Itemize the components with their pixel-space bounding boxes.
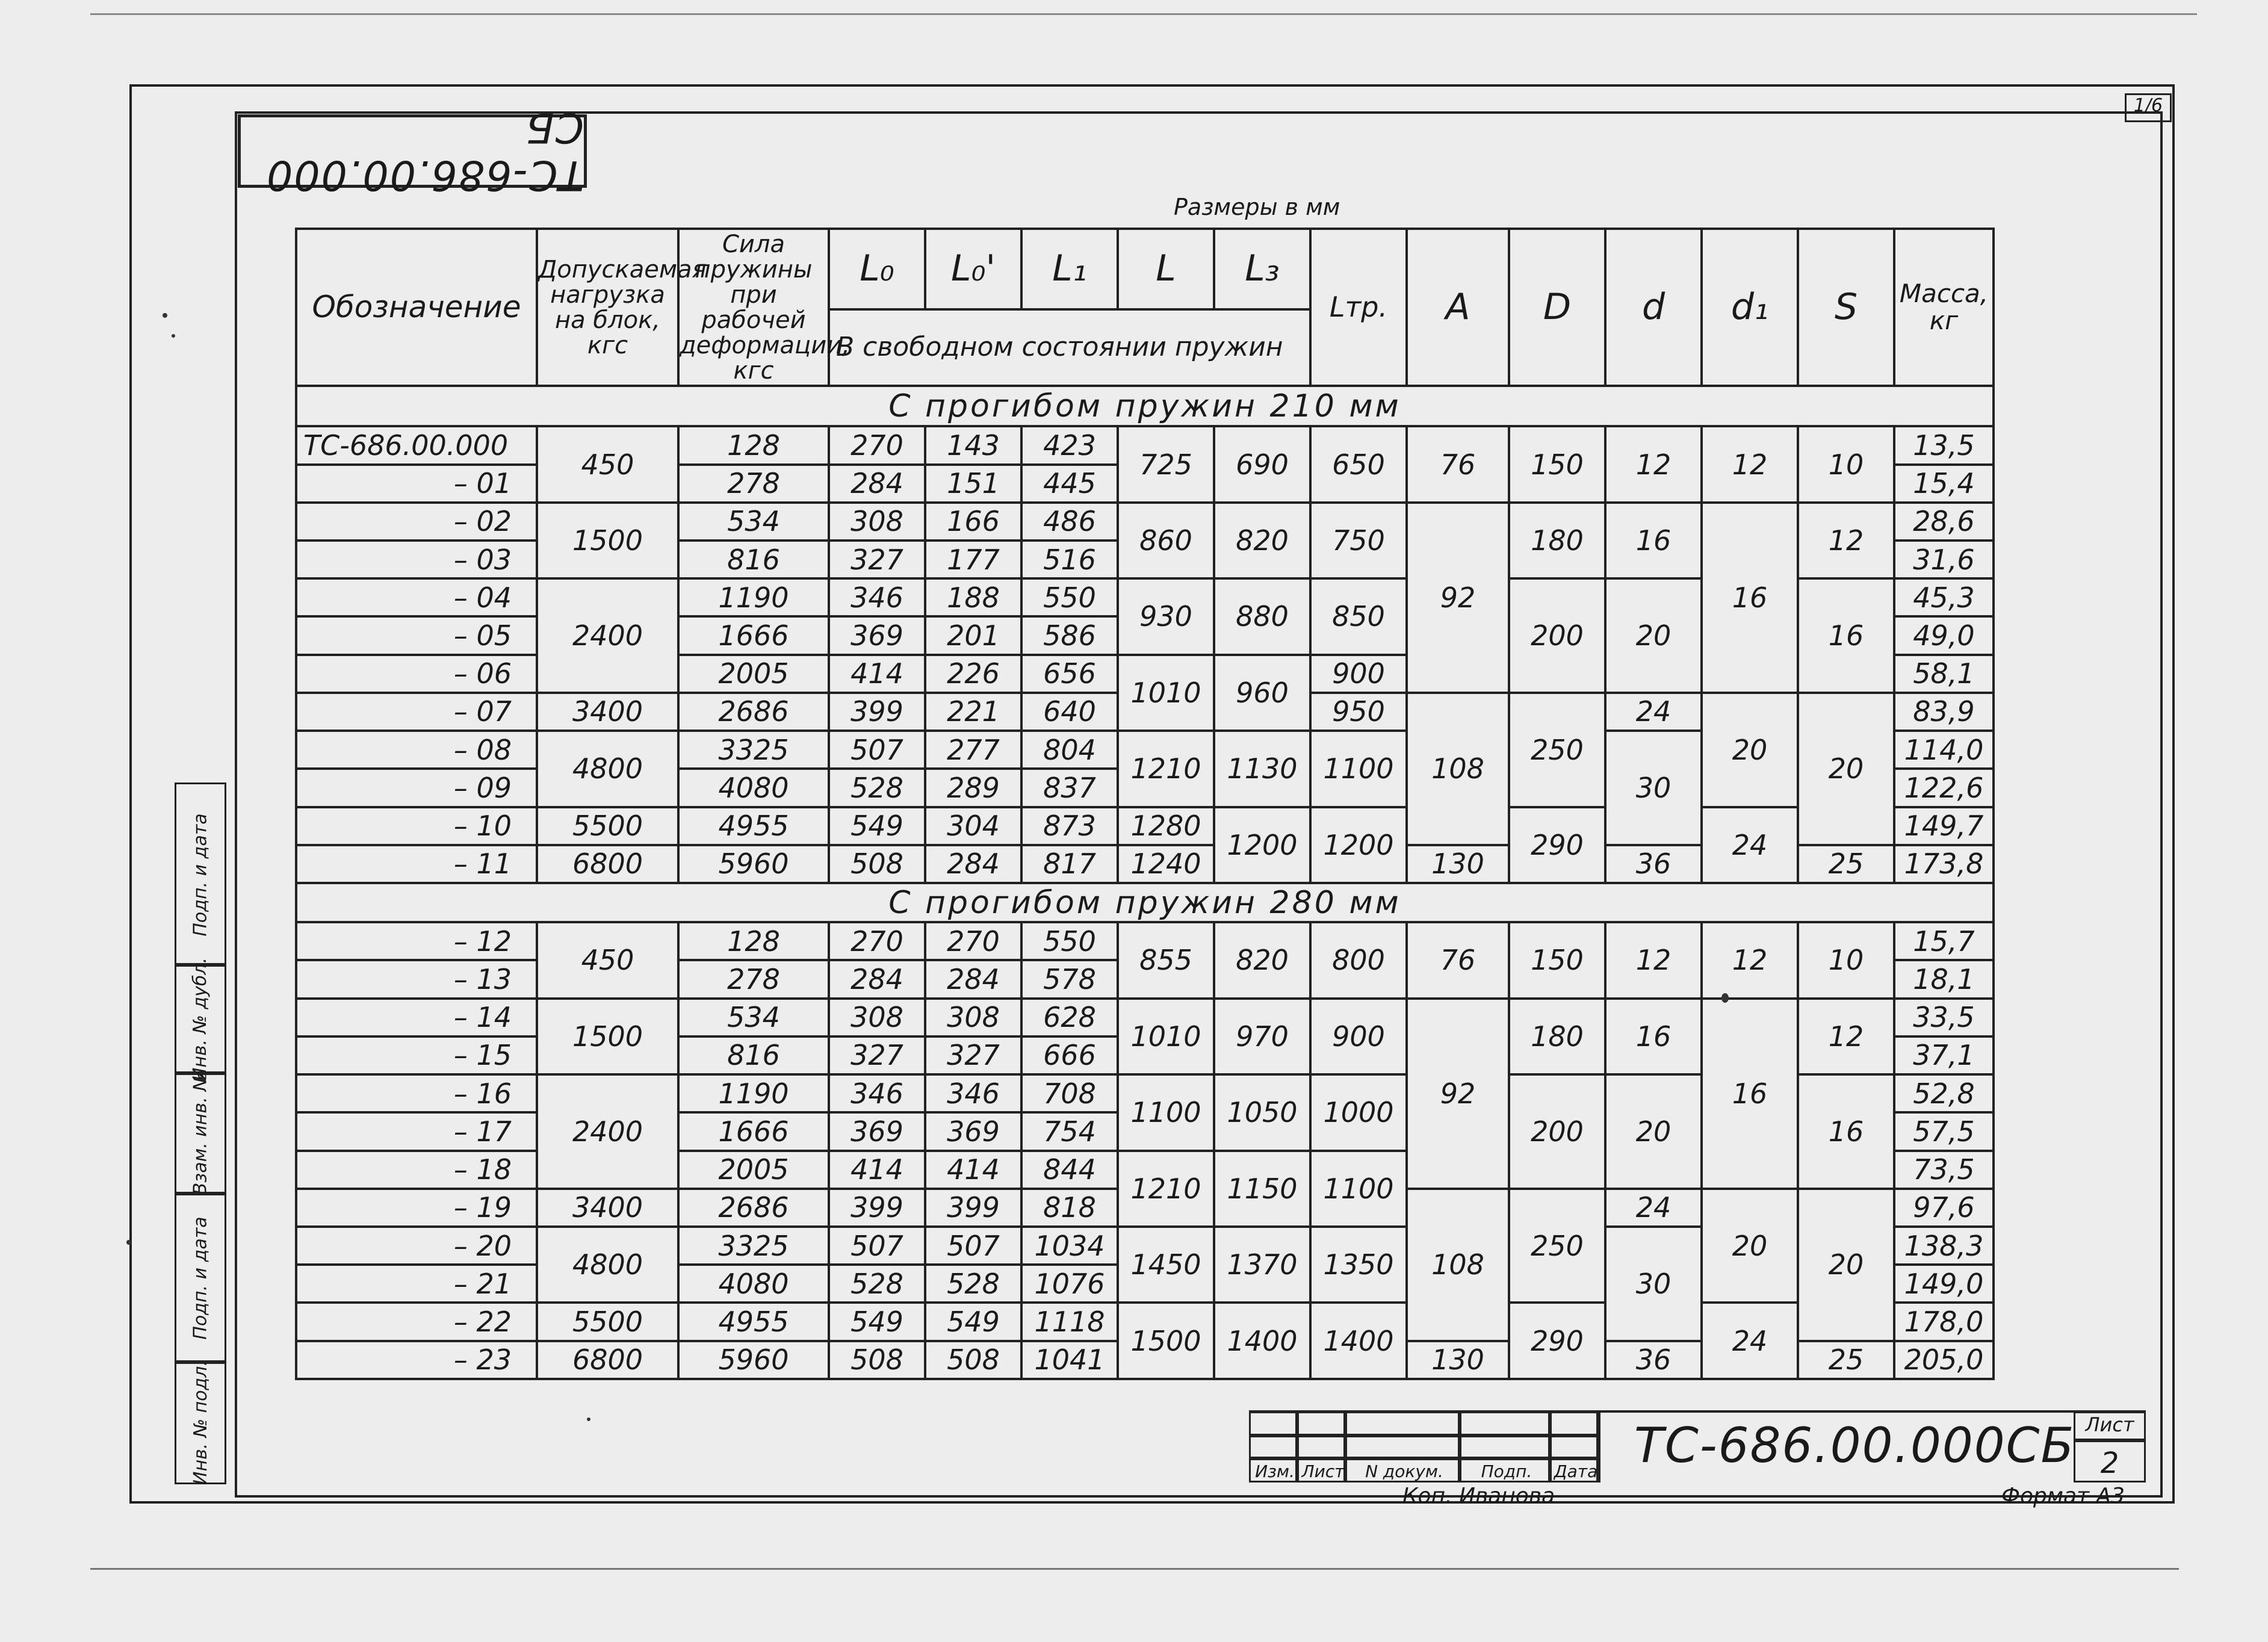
cell-mass: 114,0 [1894, 731, 1994, 769]
cell-S: 25 [1798, 845, 1894, 883]
cell-L0p: 201 [925, 616, 1021, 654]
header-L0: L₀ [829, 229, 925, 309]
cell-mass: 15,7 [1894, 922, 1994, 960]
cell-force: 278 [678, 960, 829, 998]
scan-speck [172, 334, 175, 338]
cell-L0p: 369 [925, 1112, 1021, 1150]
cell-L3: 880 [1214, 578, 1310, 654]
cell-mass: 15,4 [1894, 465, 1994, 503]
cell-Ltr: 800 [1310, 922, 1407, 998]
cell-load: 450 [537, 922, 678, 998]
cell-mass: 31,6 [1894, 541, 1994, 578]
cell-L1: 586 [1021, 616, 1118, 654]
title-block-code: ТС-686.00.000СБ [1634, 1417, 2075, 1473]
cell-mass: 18,1 [1894, 960, 1994, 998]
cell-L3: 1200 [1214, 807, 1310, 883]
title-block-sheet-label: Лист [2074, 1411, 2146, 1440]
cell-load: 6800 [537, 1341, 678, 1379]
cell-des: – 07 [296, 693, 537, 731]
cell-L3: 970 [1214, 999, 1310, 1074]
cell-L0p: 508 [925, 1341, 1021, 1379]
cell-A: 76 [1407, 922, 1509, 998]
header-force: Сила пружины при рабочей деформации, кгс [678, 229, 829, 386]
cell-D: 200 [1509, 1074, 1605, 1189]
cell-D: 290 [1509, 807, 1605, 883]
cell-L3: 1150 [1214, 1151, 1310, 1227]
cell-force: 5960 [678, 845, 829, 883]
cell-L1: 445 [1021, 465, 1118, 503]
cell-L1: 666 [1021, 1036, 1118, 1074]
cell-D: 150 [1509, 922, 1605, 998]
cell-mass: 45,3 [1894, 578, 1994, 616]
cell-L3: 1400 [1214, 1303, 1310, 1379]
cell-force: 3325 [678, 731, 829, 769]
cell-des: – 11 [296, 845, 537, 883]
cell-L: 1210 [1118, 731, 1214, 807]
cell-Ltr: 1400 [1310, 1303, 1407, 1379]
header-Ltr: Lтр. [1310, 229, 1407, 386]
cell-L0: 399 [829, 1189, 925, 1227]
title-block-sheet-number: 2 [2074, 1440, 2146, 1482]
cell-d: 20 [1605, 578, 1702, 693]
cell-force: 128 [678, 922, 829, 960]
cell-mass: 149,0 [1894, 1265, 1994, 1303]
cell-des: – 13 [296, 960, 537, 998]
cell-force: 1190 [678, 578, 829, 616]
cell-L0: 284 [829, 960, 925, 998]
cell-load: 3400 [537, 693, 678, 731]
cell-Ltr: 950 [1310, 693, 1407, 731]
cell-L1: 844 [1021, 1151, 1118, 1189]
cell-mass: 178,0 [1894, 1303, 1994, 1340]
cell-mass: 28,6 [1894, 503, 1994, 541]
cell-L3: 690 [1214, 426, 1310, 502]
cell-mass: 205,0 [1894, 1341, 1994, 1379]
cell-mass: 97,6 [1894, 1189, 1994, 1227]
cell-L: 1010 [1118, 655, 1214, 731]
cell-d: 12 [1605, 922, 1702, 998]
header-L3: L₃ [1214, 229, 1310, 309]
cell-d: 30 [1605, 1227, 1702, 1341]
cell-L0p: 507 [925, 1227, 1021, 1265]
cell-load: 6800 [537, 845, 678, 883]
top-sheet-mark: 1/6 [2125, 93, 2172, 122]
cell-d1: 16 [1702, 999, 1798, 1189]
cell-L0p: 151 [925, 465, 1021, 503]
cell-L0p: 528 [925, 1265, 1021, 1303]
cell-L: 725 [1118, 426, 1214, 502]
cell-L0p: 327 [925, 1036, 1021, 1074]
dimensions-caption: Размеры в мм [1174, 194, 1340, 220]
cell-L: 930 [1118, 578, 1214, 654]
cell-D: 200 [1509, 578, 1605, 693]
cell-L1: 550 [1021, 922, 1118, 960]
cell-load: 5500 [537, 1303, 678, 1340]
header-d: d [1605, 229, 1702, 386]
cell-des: – 20 [296, 1227, 537, 1265]
cell-L0p: 284 [925, 845, 1021, 883]
cell-des: – 17 [296, 1112, 537, 1150]
header-L: L [1118, 229, 1214, 309]
cell-L3: 1050 [1214, 1074, 1310, 1150]
cell-L0p: 308 [925, 999, 1021, 1036]
cell-force: 1666 [678, 616, 829, 654]
cell-load: 5500 [537, 807, 678, 845]
cell-load: 4800 [537, 731, 678, 807]
header-designation: Обозначение [296, 229, 537, 386]
cell-des: – 16 [296, 1074, 537, 1112]
cell-L0: 327 [829, 1036, 925, 1074]
table-row [296, 999, 1994, 1036]
header-A: A [1407, 229, 1509, 386]
header-row [296, 229, 1994, 309]
title-block [1249, 1411, 2146, 1482]
cell-L: 1500 [1118, 1303, 1214, 1379]
cell-force: 816 [678, 541, 829, 578]
scan-speck [163, 313, 167, 318]
cell-L3: 960 [1214, 655, 1310, 731]
cell-force: 2005 [678, 1151, 829, 1189]
cell-L1: 837 [1021, 769, 1118, 807]
cell-L1: 656 [1021, 655, 1118, 693]
cell-Ltr: 750 [1310, 503, 1407, 578]
cell-S: 12 [1798, 503, 1894, 578]
cell-L: 860 [1118, 503, 1214, 578]
cell-L0: 508 [829, 1341, 925, 1379]
cell-L0p: 304 [925, 807, 1021, 845]
cell-L0: 308 [829, 503, 925, 541]
cell-L0p: 549 [925, 1303, 1021, 1340]
cell-des: – 01 [296, 465, 537, 503]
cell-L1: 818 [1021, 1189, 1118, 1227]
cell-L0p: 226 [925, 655, 1021, 693]
cell-force: 1666 [678, 1112, 829, 1150]
cell-L1: 423 [1021, 426, 1118, 464]
cell-L0p: 270 [925, 922, 1021, 960]
cell-L1: 1118 [1021, 1303, 1118, 1340]
cell-force: 278 [678, 465, 829, 503]
cell-load: 1500 [537, 999, 678, 1074]
cell-S: 16 [1798, 578, 1894, 693]
cell-A: 130 [1407, 1341, 1509, 1379]
cell-d1: 12 [1702, 922, 1798, 998]
cell-d: 12 [1605, 426, 1702, 502]
cell-load: 4800 [537, 1227, 678, 1303]
tb-label-sheet: Лист [1301, 1461, 1345, 1481]
spec-table [295, 228, 1995, 1380]
cell-mass: 58,1 [1894, 655, 1994, 693]
revision-grid [1249, 1411, 1598, 1482]
cell-mass: 13,5 [1894, 426, 1994, 464]
cell-force: 4955 [678, 1303, 829, 1340]
cell-L1: 550 [1021, 578, 1118, 616]
cell-mass: 52,8 [1894, 1074, 1994, 1112]
cell-L: 1210 [1118, 1151, 1214, 1227]
copied-by: Коп. Иванова [1402, 1484, 1555, 1508]
cell-L1: 640 [1021, 693, 1118, 731]
cell-des: – 05 [296, 616, 537, 654]
cell-Ltr: 850 [1310, 578, 1407, 654]
cell-A: 108 [1407, 1189, 1509, 1341]
cell-L3: 820 [1214, 922, 1310, 998]
side-stamp-orig-inv: Инв. № подл. [175, 1360, 226, 1484]
cell-mass: 138,3 [1894, 1227, 1994, 1265]
cell-L0: 528 [829, 769, 925, 807]
cell-des: – 08 [296, 731, 537, 769]
cell-A: 92 [1407, 503, 1509, 693]
side-stamp-sign-date-1: Подп. и дата [175, 782, 226, 967]
cell-D: 150 [1509, 426, 1605, 502]
cell-force: 2686 [678, 693, 829, 731]
cell-des: – 14 [296, 999, 537, 1036]
cell-force: 4955 [678, 807, 829, 845]
cell-L0: 346 [829, 578, 925, 616]
header-S: S [1798, 229, 1894, 386]
cell-L0p: 166 [925, 503, 1021, 541]
cell-Ltr: 1350 [1310, 1227, 1407, 1303]
cell-Ltr: 1200 [1310, 807, 1407, 883]
cell-L0p: 346 [925, 1074, 1021, 1112]
cell-L0p: 143 [925, 426, 1021, 464]
cell-des: – 10 [296, 807, 537, 845]
cell-d: 16 [1605, 503, 1702, 578]
cell-L0p: 188 [925, 578, 1021, 616]
cell-L: 1240 [1118, 845, 1214, 883]
cell-L0p: 284 [925, 960, 1021, 998]
cell-A: 92 [1407, 999, 1509, 1189]
cell-L0: 507 [829, 731, 925, 769]
cell-mass: 33,5 [1894, 999, 1994, 1036]
scan-speck [587, 1417, 590, 1421]
cell-L0: 507 [829, 1227, 925, 1265]
cell-L: 1100 [1118, 1074, 1214, 1150]
cell-A: 130 [1407, 845, 1509, 883]
scan-speck [126, 1240, 131, 1245]
cell-mass: 57,5 [1894, 1112, 1994, 1150]
cell-d1: 16 [1702, 503, 1798, 693]
cell-L3: 1130 [1214, 731, 1310, 807]
cell-d1: 20 [1702, 693, 1798, 807]
side-stamp-replace-inv: Взам. инв. № [175, 1071, 226, 1195]
cell-load: 2400 [537, 578, 678, 693]
cell-L0p: 289 [925, 769, 1021, 807]
cell-L0: 270 [829, 426, 925, 464]
cell-force: 2686 [678, 1189, 829, 1227]
cell-Ltr: 650 [1310, 426, 1407, 502]
bottom-page-edge [90, 1568, 2179, 1570]
cell-L0: 399 [829, 693, 925, 731]
cell-mass: 83,9 [1894, 693, 1994, 731]
cell-D: 250 [1509, 693, 1605, 807]
cell-L0: 284 [829, 465, 925, 503]
cell-L1: 516 [1021, 541, 1118, 578]
table-row [296, 922, 1994, 960]
cell-des: – 19 [296, 1189, 537, 1227]
cell-d: 16 [1605, 999, 1702, 1074]
cell-L0: 414 [829, 655, 925, 693]
cell-d: 24 [1605, 693, 1702, 731]
cell-L0: 528 [829, 1265, 925, 1303]
cell-L: 1280 [1118, 807, 1214, 845]
cell-S: 16 [1798, 1074, 1894, 1189]
cell-des: – 21 [296, 1265, 537, 1303]
tb-label-change: Изм. [1255, 1461, 1295, 1481]
cell-force: 816 [678, 1036, 829, 1074]
cell-L0p: 277 [925, 731, 1021, 769]
cell-L0p: 399 [925, 1189, 1021, 1227]
cell-L0: 369 [829, 1112, 925, 1150]
cell-force: 128 [678, 426, 829, 464]
header-load: Допускаемая нагрузка на блок, кгс [537, 229, 678, 386]
cell-L3: 820 [1214, 503, 1310, 578]
tb-label-doc-no: N докум. [1365, 1461, 1443, 1481]
cell-L1: 578 [1021, 960, 1118, 998]
cell-d1: 24 [1702, 807, 1798, 883]
section-210: С прогибом пружин 210 мм [296, 386, 1994, 426]
cell-L1: 1034 [1021, 1227, 1118, 1265]
cell-Ltr: 900 [1310, 655, 1407, 693]
cell-des: – 12 [296, 922, 537, 960]
cell-load: 1500 [537, 503, 678, 578]
cell-des: – 23 [296, 1341, 537, 1379]
cell-des: – 06 [296, 655, 537, 693]
tb-label-date: Дата [1554, 1461, 1598, 1481]
cell-force: 3325 [678, 1227, 829, 1265]
cell-d: 30 [1605, 731, 1702, 845]
table-row [296, 503, 1994, 541]
cell-L1: 754 [1021, 1112, 1118, 1150]
cell-L0: 414 [829, 1151, 925, 1189]
table-row [296, 807, 1994, 845]
side-stamp-sign-date-2: Подп. и дата [175, 1192, 226, 1364]
cell-force: 1190 [678, 1074, 829, 1112]
cell-A: 76 [1407, 426, 1509, 502]
cell-d1: 20 [1702, 1189, 1798, 1303]
cell-mass: 122,6 [1894, 769, 1994, 807]
cell-L1: 1041 [1021, 1341, 1118, 1379]
cell-A: 108 [1407, 693, 1509, 845]
cell-S: 12 [1798, 999, 1894, 1074]
cell-L0: 508 [829, 845, 925, 883]
cell-force: 2005 [678, 655, 829, 693]
cell-D: 290 [1509, 1303, 1605, 1379]
cell-force: 534 [678, 999, 829, 1036]
cell-S: 20 [1798, 693, 1894, 845]
cell-mass: 173,8 [1894, 845, 1994, 883]
cell-mass: 149,7 [1894, 807, 1994, 845]
cell-L0: 369 [829, 616, 925, 654]
cell-d: 36 [1605, 845, 1702, 883]
cell-L1: 817 [1021, 845, 1118, 883]
cell-load: 3400 [537, 1189, 678, 1227]
cell-L0: 346 [829, 1074, 925, 1112]
table-row [296, 426, 1994, 464]
cell-L1: 628 [1021, 999, 1118, 1036]
cell-des: – 02 [296, 503, 537, 541]
header-free-state: В свободном состоянии пружин [829, 309, 1310, 386]
inverted-doc-code-stamp: ТС-686.00.000 СБ [238, 114, 587, 188]
cell-d: 24 [1605, 1189, 1702, 1227]
side-stamp-dup-inv: Инв. № дубл. [175, 963, 226, 1075]
format-label: Формат А3 [2001, 1484, 2125, 1508]
header-L1: L₁ [1021, 229, 1118, 309]
cell-L0: 327 [829, 541, 925, 578]
cell-load: 2400 [537, 1074, 678, 1189]
cell-L1: 1076 [1021, 1265, 1118, 1303]
cell-S: 10 [1798, 426, 1894, 502]
tb-label-signature: Подп. [1481, 1461, 1532, 1481]
table-row [296, 1303, 1994, 1340]
cell-L0p: 414 [925, 1151, 1021, 1189]
cell-L3: 1370 [1214, 1227, 1310, 1303]
cell-L1: 873 [1021, 807, 1118, 845]
cell-L: 855 [1118, 922, 1214, 998]
cell-d: 20 [1605, 1074, 1702, 1189]
cell-L: 1450 [1118, 1227, 1214, 1303]
header-mass: Масса, кг [1894, 229, 1994, 386]
cell-S: 20 [1798, 1189, 1894, 1341]
cell-S: 25 [1798, 1341, 1894, 1379]
cell-des: – 15 [296, 1036, 537, 1074]
cell-Ltr: 1100 [1310, 731, 1407, 807]
cell-des: – 22 [296, 1303, 537, 1340]
cell-d1: 24 [1702, 1303, 1798, 1379]
cell-des: – 03 [296, 541, 537, 578]
cell-des: – 09 [296, 769, 537, 807]
cell-L1: 486 [1021, 503, 1118, 541]
cell-force: 4080 [678, 769, 829, 807]
cell-des: – 04 [296, 578, 537, 616]
cell-des: ТС-686.00.000 [296, 426, 537, 464]
cell-force: 4080 [678, 1265, 829, 1303]
cell-L0: 549 [829, 807, 925, 845]
cell-L0: 270 [829, 922, 925, 960]
cell-S: 10 [1798, 922, 1894, 998]
cell-L0: 549 [829, 1303, 925, 1340]
cell-mass: 49,0 [1894, 616, 1994, 654]
header-L0-prime: L₀' [925, 229, 1021, 309]
cell-Ltr: 1000 [1310, 1074, 1407, 1150]
cell-L0p: 221 [925, 693, 1021, 731]
cell-Ltr: 1100 [1310, 1151, 1407, 1227]
cell-mass: 73,5 [1894, 1151, 1994, 1189]
cell-force: 534 [678, 503, 829, 541]
header-D: D [1509, 229, 1605, 386]
cell-L0: 308 [829, 999, 925, 1036]
cell-mass: 37,1 [1894, 1036, 1994, 1074]
cell-load: 450 [537, 426, 678, 502]
cell-L: 1010 [1118, 999, 1214, 1074]
cell-D: 250 [1509, 1189, 1605, 1303]
cell-d: 36 [1605, 1341, 1702, 1379]
section-280: С прогибом пружин 280 мм [296, 883, 1994, 922]
cell-Ltr: 900 [1310, 999, 1407, 1074]
cell-L0p: 177 [925, 541, 1021, 578]
cell-L1: 804 [1021, 731, 1118, 769]
cell-D: 180 [1509, 999, 1605, 1074]
header-d1: d₁ [1702, 229, 1798, 386]
scan-speck [1721, 993, 1729, 1003]
cell-des: – 18 [296, 1151, 537, 1189]
cell-d1: 12 [1702, 426, 1798, 502]
cell-D: 180 [1509, 503, 1605, 578]
cell-force: 5960 [678, 1341, 829, 1379]
top-page-edge [90, 13, 2197, 15]
cell-L1: 708 [1021, 1074, 1118, 1112]
